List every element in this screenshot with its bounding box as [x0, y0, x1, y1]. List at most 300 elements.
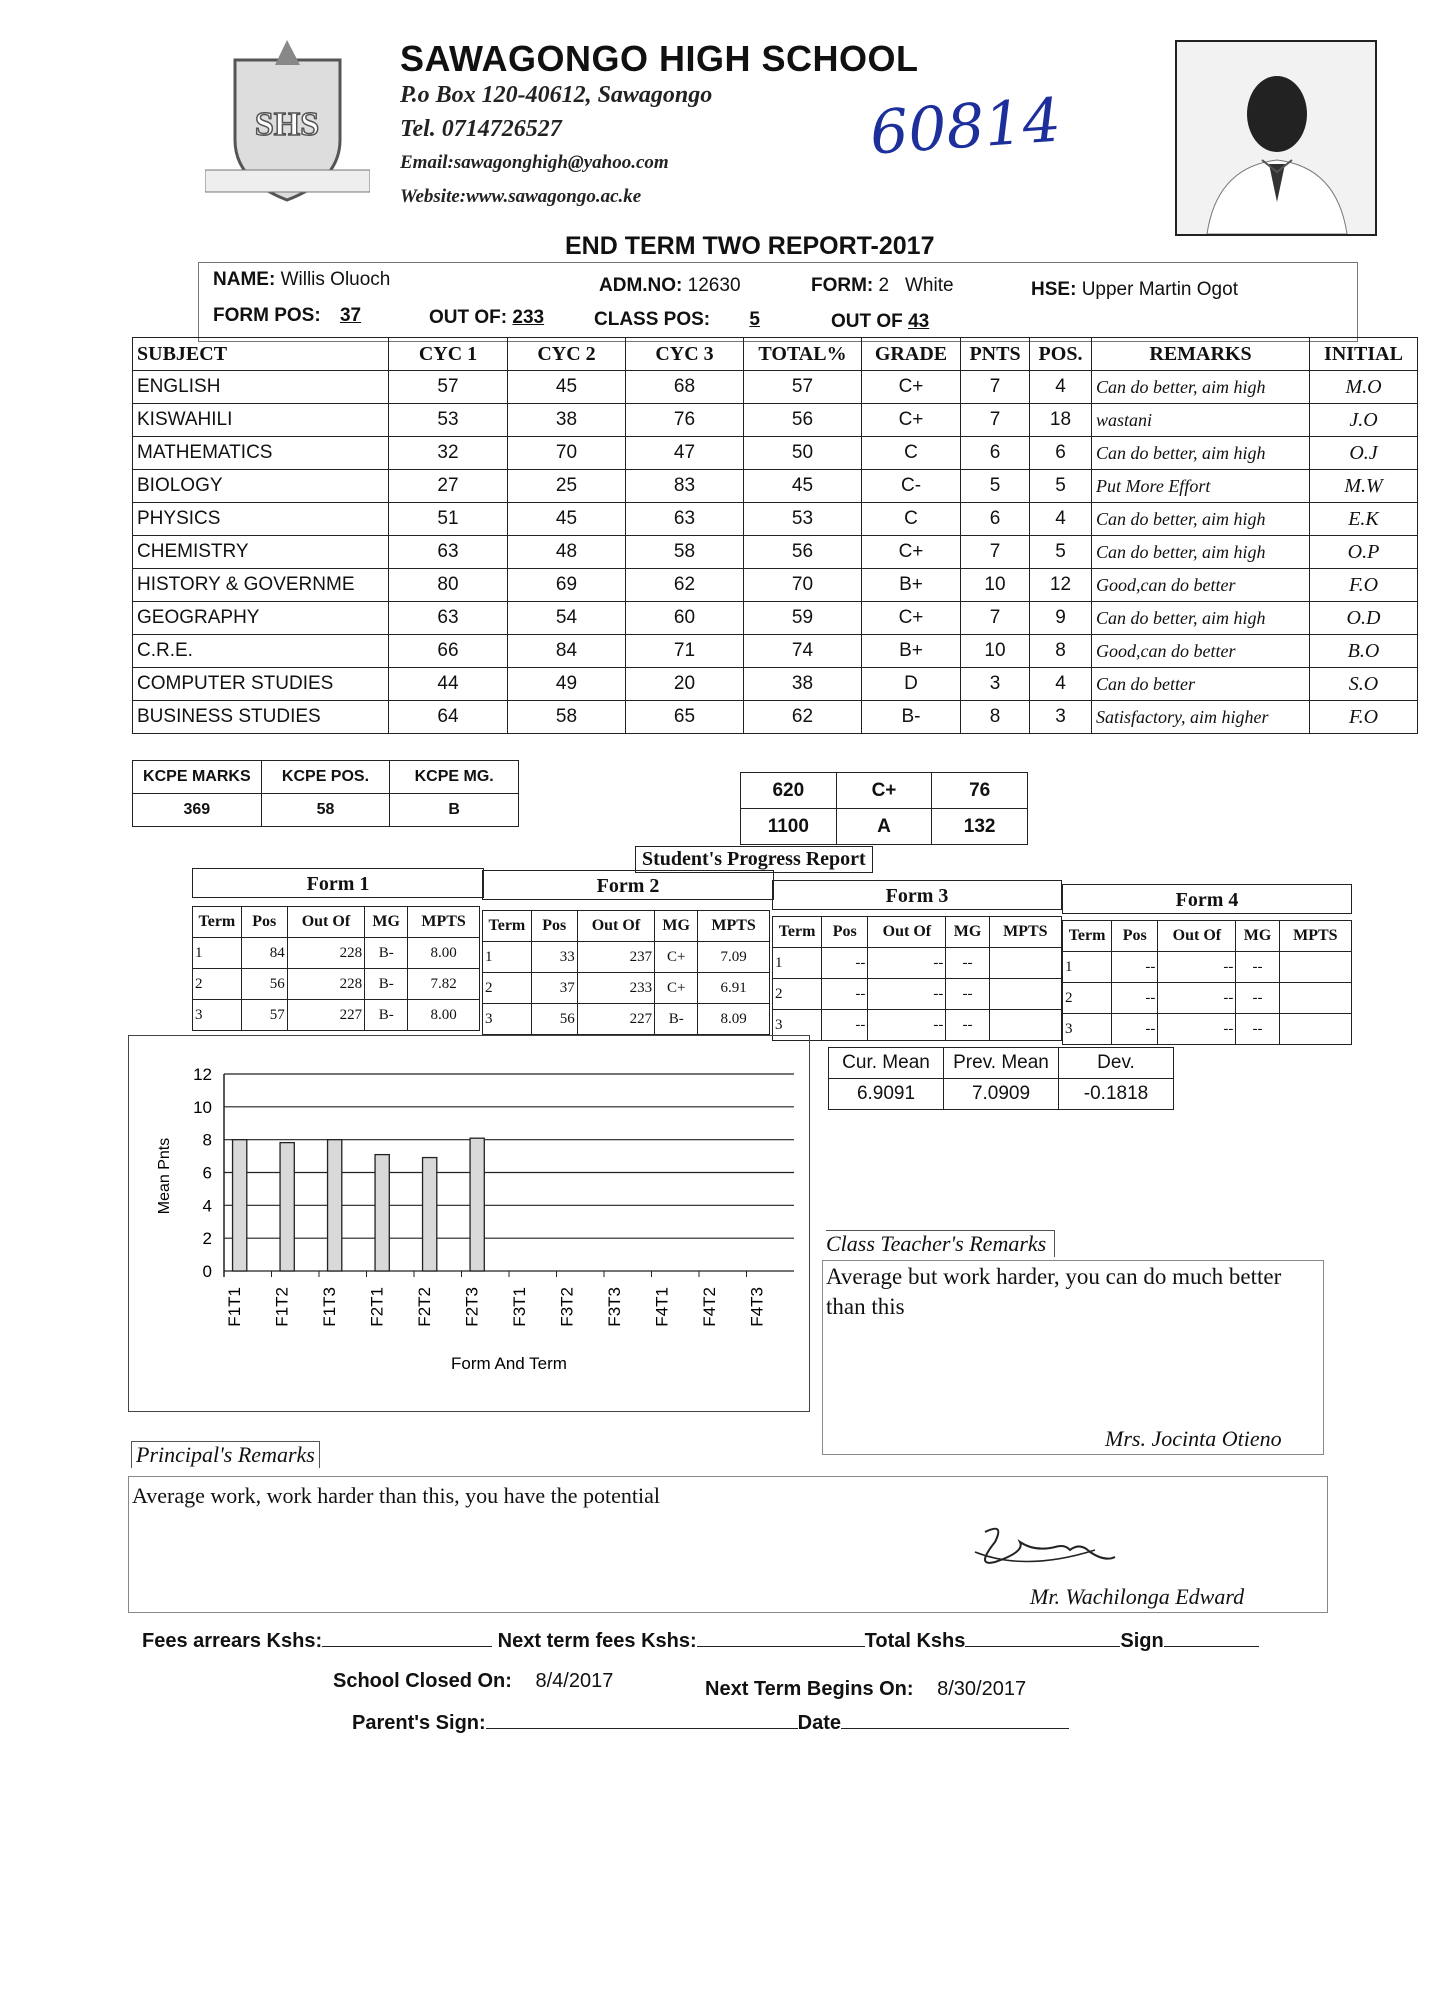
cell-grade: B- — [862, 701, 961, 734]
school-crest-logo — [205, 40, 370, 210]
cell-pnts: 3 — [961, 668, 1030, 701]
cell-grade: B+ — [862, 569, 961, 602]
form-pos-label: FORM POS: — [213, 305, 321, 326]
chart-x-tick-label: F2T3 — [462, 1287, 482, 1327]
kcpe-marks: 369 — [133, 794, 262, 827]
progress-header-pos: Pos — [241, 907, 287, 938]
principal-remark: Average work, work harder than this, you have the potential — [132, 1483, 661, 1508]
class-teacher-name: Mrs. Jocinta Otieno — [1105, 1426, 1282, 1451]
report-title: END TERM TWO REPORT-2017 — [565, 232, 935, 260]
cell-total: 38 — [744, 668, 862, 701]
progress-cell-pos: -- — [1112, 983, 1158, 1014]
progress-row — [1063, 1014, 1352, 1045]
progress-header-mpts: MPTS — [1279, 921, 1351, 952]
max-points: 132 — [932, 809, 1028, 845]
table-row — [133, 437, 1418, 470]
cell-grade: C+ — [862, 536, 961, 569]
next-term-begins-label: Next Term Begins On: — [705, 1678, 914, 1700]
table-row — [133, 569, 1418, 602]
header-cyc1: CYC 1 — [389, 338, 508, 371]
progress-cell-term: 3 — [483, 1004, 532, 1035]
progress-report-title: Student's Progress Report — [635, 846, 873, 873]
kcpe-table — [132, 760, 519, 827]
kcpe-pos-header: KCPE POS. — [261, 761, 390, 794]
cell-initial: O.J — [1310, 437, 1418, 470]
progress-cell-term: 2 — [483, 973, 532, 1004]
cell-pnts: 7 — [961, 404, 1030, 437]
chart-x-tick-label: F3T1 — [509, 1287, 529, 1327]
cell-cyc2: 25 — [508, 470, 626, 503]
header-initial: INITIAL — [1310, 338, 1418, 371]
header-total: TOTAL% — [744, 338, 862, 371]
cell-cyc2: 70 — [508, 437, 626, 470]
chart-bar-f2t3 — [470, 1138, 484, 1271]
progress-row — [1063, 983, 1352, 1014]
chart-y-tick-label: 6 — [202, 1163, 212, 1183]
chart-x-tick-label: F1T3 — [319, 1287, 339, 1327]
form-4-progress-table — [1062, 920, 1352, 1045]
chart-x-tick-label: F3T2 — [557, 1287, 577, 1327]
cell-remarks: Good,can do better — [1092, 569, 1310, 602]
header-subject: SUBJECT — [133, 338, 389, 371]
student-info-box — [198, 262, 1358, 342]
total-kshs-blank[interactable] — [965, 1646, 1120, 1647]
parent-sign-label: Parent's Sign: — [352, 1712, 486, 1734]
cell-pnts: 7 — [961, 371, 1030, 404]
max-grade: A — [836, 809, 932, 845]
cell-total: 59 — [744, 602, 862, 635]
name-label: NAME: — [213, 269, 276, 290]
progress-cell-term: 2 — [1063, 983, 1112, 1014]
progress-header-row — [483, 911, 770, 942]
cell-total: 62 — [744, 701, 862, 734]
progress-header-mpts: MPTS — [408, 907, 480, 938]
handwritten-number: 60814 — [867, 85, 1064, 169]
cell-cyc3: 65 — [626, 701, 744, 734]
progress-cell-mg: -- — [1236, 952, 1279, 983]
cell-pos: 4 — [1030, 668, 1092, 701]
progress-cell-term: 1 — [773, 948, 822, 979]
cell-initial: F.O — [1310, 569, 1418, 602]
progress-cell-mpts: 8.00 — [408, 938, 480, 969]
cell-remarks: Good,can do better — [1092, 635, 1310, 668]
chart-x-tick-label: F2T1 — [367, 1287, 387, 1327]
progress-header-mpts: MPTS — [989, 917, 1061, 948]
cell-initial: S.O — [1310, 668, 1418, 701]
cell-total: 57 — [744, 371, 862, 404]
cell-initial: O.P — [1310, 536, 1418, 569]
cell-cyc3: 58 — [626, 536, 744, 569]
form-2-progress-table — [482, 910, 770, 1035]
cell-cyc1: 64 — [389, 701, 508, 734]
progress-cell-pos: 84 — [241, 938, 287, 969]
cell-cyc2: 48 — [508, 536, 626, 569]
cell-total: 45 — [744, 470, 862, 503]
cell-pnts: 8 — [961, 701, 1030, 734]
progress-cell-out-of: 228 — [287, 969, 364, 1000]
chart-x-tick-label: F1T1 — [224, 1287, 244, 1327]
progress-cell-term: 3 — [773, 1010, 822, 1041]
sign-blank[interactable] — [1164, 1646, 1259, 1647]
school-closed-date: 8/4/2017 — [535, 1670, 614, 1692]
table-row — [133, 404, 1418, 437]
progress-row — [483, 942, 770, 973]
cell-cyc2: 58 — [508, 701, 626, 734]
class-out-of-label: OUT OF — [831, 311, 903, 332]
progress-row — [193, 969, 480, 1000]
cell-subject: GEOGRAPHY — [133, 602, 389, 635]
hse-label: HSE: — [1031, 279, 1077, 300]
cell-cyc3: 60 — [626, 602, 744, 635]
cell-total: 56 — [744, 536, 862, 569]
school-website: Website:www.sawagongo.ac.ke — [400, 186, 642, 207]
cell-remarks: Satisfactory, aim higher — [1092, 701, 1310, 734]
cell-grade: C — [862, 437, 961, 470]
cell-cyc3: 71 — [626, 635, 744, 668]
header-grade: GRADE — [862, 338, 961, 371]
cell-cyc1: 80 — [389, 569, 508, 602]
table-row — [133, 536, 1418, 569]
cell-grade: D — [862, 668, 961, 701]
dev-header: Dev. — [1059, 1048, 1174, 1079]
cell-remarks: Can do better, aim high — [1092, 602, 1310, 635]
cell-pnts: 6 — [961, 437, 1030, 470]
chart-bar-f1t2 — [280, 1143, 294, 1271]
progress-row — [773, 1010, 1062, 1041]
closed-line — [333, 1670, 613, 1693]
cell-subject: ENGLISH — [133, 371, 389, 404]
progress-cell-mpts — [989, 948, 1061, 979]
cell-subject: CHEMISTRY — [133, 536, 389, 569]
table-row — [133, 503, 1418, 536]
table-row — [133, 635, 1418, 668]
cell-remarks: Can do better — [1092, 668, 1310, 701]
kcpe-mg-header: KCPE MG. — [390, 761, 519, 794]
cell-pos: 18 — [1030, 404, 1092, 437]
out-of-label: OUT OF: — [429, 307, 508, 328]
cell-initial: M.O — [1310, 371, 1418, 404]
form-1-header: Form 1 — [192, 868, 484, 898]
cell-subject: BIOLOGY — [133, 470, 389, 503]
progress-cell-pos: 56 — [531, 1004, 577, 1035]
progress-cell-mpts — [989, 1010, 1061, 1041]
cell-cyc2: 84 — [508, 635, 626, 668]
progress-cell-out-of: 233 — [577, 973, 654, 1004]
chart-y-tick-label: 4 — [202, 1196, 212, 1216]
cell-cyc3: 20 — [626, 668, 744, 701]
cell-cyc2: 45 — [508, 371, 626, 404]
progress-header-mg: MG — [655, 911, 698, 942]
next-term-fees-label: Next term fees Kshs: — [497, 1630, 697, 1652]
progress-cell-out-of: -- — [868, 948, 946, 979]
chart-y-tick-label: 0 — [202, 1262, 212, 1281]
school-email: Email:sawagonghigh@yahoo.com — [400, 152, 669, 173]
cell-cyc2: 38 — [508, 404, 626, 437]
cell-cyc3: 62 — [626, 569, 744, 602]
form-number: 2 — [878, 275, 890, 296]
cell-initial: B.O — [1310, 635, 1418, 668]
progress-row — [773, 979, 1062, 1010]
cell-cyc1: 66 — [389, 635, 508, 668]
logo-initials: SHS — [254, 106, 320, 143]
cell-pnts: 7 — [961, 536, 1030, 569]
table-row — [133, 668, 1418, 701]
date-label: Date — [797, 1712, 842, 1734]
progress-header-term: Term — [1063, 921, 1112, 952]
progress-header-row — [773, 917, 1062, 948]
header-remarks: REMARKS — [1092, 338, 1310, 371]
cell-subject: MATHEMATICS — [133, 437, 389, 470]
cell-cyc2: 69 — [508, 569, 626, 602]
student-photo — [1175, 40, 1377, 236]
progress-header-mg: MG — [365, 907, 408, 938]
marks-table — [132, 337, 1418, 734]
progress-header-mpts: MPTS — [698, 911, 770, 942]
mean-points-chart-svg — [129, 1036, 809, 1411]
cell-subject: KISWAHILI — [133, 404, 389, 437]
cell-subject: BUSINESS STUDIES — [133, 701, 389, 734]
progress-header-term: Term — [193, 907, 242, 938]
header-pos: POS. — [1030, 338, 1092, 371]
prev-mean-header: Prev. Mean — [944, 1048, 1059, 1079]
kcpe-mg: B — [390, 794, 519, 827]
progress-cell-term: 1 — [193, 938, 242, 969]
begins-line — [705, 1678, 1026, 1701]
cell-pnts: 10 — [961, 569, 1030, 602]
cell-cyc3: 83 — [626, 470, 744, 503]
stream: White — [904, 275, 954, 296]
principal-signature — [965, 1522, 1125, 1584]
chart-x-tick-label: F2T2 — [414, 1287, 434, 1327]
progress-cell-mg: B- — [365, 1000, 408, 1031]
progress-cell-pos: -- — [822, 948, 868, 979]
progress-row — [483, 1004, 770, 1035]
progress-cell-term: 1 — [483, 942, 532, 973]
cell-initial: F.O — [1310, 701, 1418, 734]
progress-cell-mg: B- — [365, 938, 408, 969]
marks-header-row — [133, 338, 1418, 371]
parent-sign-line — [352, 1712, 1069, 1735]
progress-header-term: Term — [483, 911, 532, 942]
progress-cell-pos: 57 — [241, 1000, 287, 1031]
cell-initial: E.K — [1310, 503, 1418, 536]
progress-cell-mg: B- — [365, 969, 408, 1000]
cell-cyc3: 68 — [626, 371, 744, 404]
cell-subject: PHYSICS — [133, 503, 389, 536]
max-marks: 1100 — [741, 809, 837, 845]
chart-y-tick-label: 10 — [193, 1097, 212, 1117]
cell-grade: B+ — [862, 635, 961, 668]
adm-number: 12630 — [687, 275, 741, 296]
header-pnts: PNTS — [961, 338, 1030, 371]
table-row — [133, 701, 1418, 734]
table-row — [133, 470, 1418, 503]
progress-row — [193, 938, 480, 969]
progress-cell-mpts: 6.91 — [698, 973, 770, 1004]
school-closed-label: School Closed On: — [333, 1670, 512, 1692]
progress-header-mg: MG — [1236, 921, 1279, 952]
form-3-progress-table — [772, 916, 1062, 1041]
cell-pnts: 5 — [961, 470, 1030, 503]
progress-cell-out-of: 237 — [577, 942, 654, 973]
progress-cell-pos: 37 — [531, 973, 577, 1004]
cell-pnts: 7 — [961, 602, 1030, 635]
progress-cell-mpts: 7.09 — [698, 942, 770, 973]
chart-bar-f2t2 — [423, 1158, 437, 1271]
chart-x-tick-label: F4T2 — [699, 1287, 719, 1327]
progress-header-row — [193, 907, 480, 938]
chart-x-tick-label: F3T3 — [604, 1287, 624, 1327]
chart-x-tick-label: F4T1 — [652, 1287, 672, 1327]
progress-cell-out-of: 227 — [287, 1000, 364, 1031]
cell-pnts: 6 — [961, 503, 1030, 536]
fees-arrears-blank[interactable] — [322, 1646, 492, 1647]
form-1-progress-table — [192, 906, 480, 1031]
progress-cell-term: 3 — [193, 1000, 242, 1031]
cell-total: 53 — [744, 503, 862, 536]
cell-pos: 3 — [1030, 701, 1092, 734]
cell-pos: 4 — [1030, 503, 1092, 536]
cell-cyc1: 57 — [389, 371, 508, 404]
chart-x-axis-label: Form And Term — [451, 1354, 567, 1373]
cell-grade: C- — [862, 470, 961, 503]
cell-total: 74 — [744, 635, 862, 668]
totals-table — [740, 772, 1028, 845]
cell-initial: J.O — [1310, 404, 1418, 437]
progress-cell-term: 2 — [193, 969, 242, 1000]
cell-cyc1: 53 — [389, 404, 508, 437]
cell-cyc3: 76 — [626, 404, 744, 437]
prev-mean: 7.0909 — [944, 1079, 1059, 1110]
header-cyc2: CYC 2 — [508, 338, 626, 371]
cell-pos: 5 — [1030, 536, 1092, 569]
progress-header-out-of: Out Of — [577, 911, 654, 942]
next-term-begins-date: 8/30/2017 — [937, 1678, 1027, 1700]
progress-header-pos: Pos — [531, 911, 577, 942]
progress-cell-mg: -- — [946, 948, 989, 979]
progress-row — [193, 1000, 480, 1031]
progress-cell-term: 1 — [1063, 952, 1112, 983]
mean-points-chart — [128, 1035, 810, 1412]
progress-cell-pos: -- — [1112, 1014, 1158, 1045]
header-cyc3: CYC 3 — [626, 338, 744, 371]
form-pos: 37 — [339, 305, 362, 326]
progress-cell-mpts: 8.09 — [698, 1004, 770, 1035]
total-marks: 620 — [741, 773, 837, 809]
progress-cell-mg: -- — [1236, 1014, 1279, 1045]
cell-subject: HISTORY & GOVERNME — [133, 569, 389, 602]
table-row — [133, 602, 1418, 635]
cell-pos: 8 — [1030, 635, 1092, 668]
progress-cell-out-of: -- — [1158, 1014, 1236, 1045]
progress-row — [1063, 952, 1352, 983]
cell-total: 56 — [744, 404, 862, 437]
chart-bar-f1t3 — [328, 1140, 342, 1271]
chart-y-axis-label: Mean Pnts — [156, 1137, 173, 1215]
progress-cell-mg: C+ — [655, 942, 698, 973]
progress-cell-term: 2 — [773, 979, 822, 1010]
progress-cell-pos: -- — [1112, 952, 1158, 983]
progress-cell-pos: -- — [822, 1010, 868, 1041]
progress-header-pos: Pos — [1112, 921, 1158, 952]
progress-header-row — [1063, 921, 1352, 952]
cell-initial: O.D — [1310, 602, 1418, 635]
progress-header-out-of: Out Of — [1158, 921, 1236, 952]
progress-cell-mg: -- — [1236, 983, 1279, 1014]
cell-pos: 6 — [1030, 437, 1092, 470]
cell-pos: 9 — [1030, 602, 1092, 635]
progress-cell-pos: 56 — [241, 969, 287, 1000]
progress-header-pos: Pos — [822, 917, 868, 948]
progress-cell-out-of: -- — [868, 979, 946, 1010]
chart-bar-f2t1 — [375, 1155, 389, 1271]
progress-header-term: Term — [773, 917, 822, 948]
sign-label: Sign — [1120, 1630, 1164, 1652]
parent-sign-blank[interactable] — [486, 1728, 798, 1729]
cell-cyc1: 27 — [389, 470, 508, 503]
chart-bar-f1t1 — [233, 1140, 247, 1271]
progress-cell-mpts — [1279, 1014, 1351, 1045]
chart-y-tick-label: 2 — [202, 1229, 212, 1249]
cell-grade: C — [862, 503, 961, 536]
progress-cell-mpts: 7.82 — [408, 969, 480, 1000]
student-name: Willis Oluoch — [280, 269, 391, 290]
total-kshs-label: Total Kshs — [864, 1630, 966, 1652]
cell-pos: 5 — [1030, 470, 1092, 503]
class-out-of: 43 — [908, 311, 930, 332]
progress-cell-term: 3 — [1063, 1014, 1112, 1045]
progress-cell-out-of: 227 — [577, 1004, 654, 1035]
progress-header-mg: MG — [946, 917, 989, 948]
form-2-header: Form 2 — [482, 870, 774, 900]
chart-y-tick-label: 8 — [202, 1130, 212, 1150]
fees-line — [142, 1630, 1259, 1653]
adm-label: ADM.NO: — [599, 275, 683, 296]
progress-cell-mg: C+ — [655, 973, 698, 1004]
cell-remarks: Can do better, aim high — [1092, 503, 1310, 536]
cell-grade: C+ — [862, 404, 961, 437]
class-teacher-remark: Average but work harder, you can do much better than this — [826, 1264, 1282, 1319]
cell-cyc2: 49 — [508, 668, 626, 701]
chart-y-tick-label: 12 — [193, 1065, 212, 1084]
progress-cell-pos: 33 — [531, 942, 577, 973]
kcpe-marks-header: KCPE MARKS — [133, 761, 262, 794]
progress-cell-mpts — [1279, 983, 1351, 1014]
school-name: SAWAGONGO HIGH SCHOOL — [400, 38, 919, 79]
cell-cyc1: 44 — [389, 668, 508, 701]
cell-remarks: Can do better, aim high — [1092, 371, 1310, 404]
house: Upper Martin Ogot — [1081, 279, 1238, 300]
cur-mean-header: Cur. Mean — [829, 1048, 944, 1079]
cell-initial: M.W — [1310, 470, 1418, 503]
school-tel: Tel. 0714726527 — [400, 116, 562, 142]
cell-pnts: 10 — [961, 635, 1030, 668]
cell-subject: COMPUTER STUDIES — [133, 668, 389, 701]
cell-cyc1: 51 — [389, 503, 508, 536]
cur-mean: 6.9091 — [829, 1079, 944, 1110]
total-grade: C+ — [836, 773, 932, 809]
form-out-of: 233 — [512, 307, 545, 328]
cell-remarks: wastani — [1092, 404, 1310, 437]
chart-x-tick-label: F4T3 — [747, 1287, 767, 1327]
progress-cell-out-of: -- — [1158, 952, 1236, 983]
total-points: 76 — [932, 773, 1028, 809]
date-blank[interactable] — [841, 1728, 1069, 1729]
cell-cyc1: 32 — [389, 437, 508, 470]
next-term-fees-blank[interactable] — [697, 1646, 865, 1647]
principal-remarks-label: Principal's Remarks — [131, 1441, 320, 1468]
cell-pos: 12 — [1030, 569, 1092, 602]
